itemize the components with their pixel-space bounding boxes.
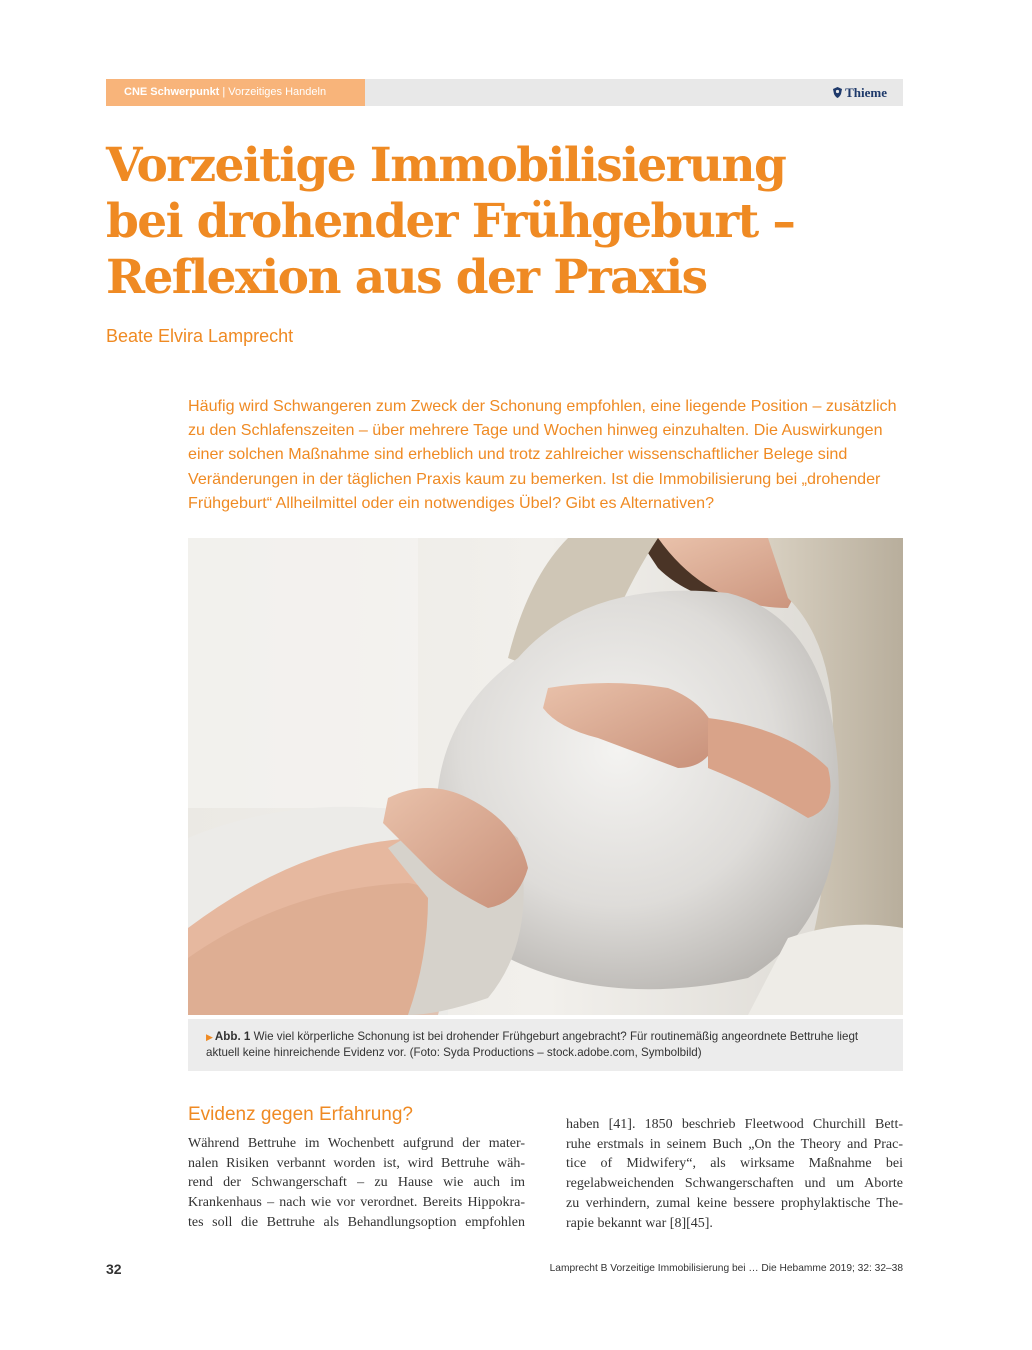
body-line: ruhe erstmals in seinem Buch „On the Theory and Prac- <box>566 1136 903 1152</box>
body-column-right <box>566 1115 903 1233</box>
topic-label: Vorzeitiges Handeln <box>228 86 327 98</box>
body-line: rapie bekannt war [8][45]. <box>566 1215 713 1231</box>
body-line: haben [41]. 1850 beschrieb Fleetwood Churchill Bett- <box>566 1117 903 1132</box>
publisher-logo <box>833 79 887 106</box>
lead-paragraph: Häufig wird Schwangeren zum Zweck der Schonung empfohlen, eine liegende Position – zusätzlich zu den Schlafenszeiten – über mehrere Tage und Wochen hinweg einzuhalten. Die Auswirkungen einer solchen Maßnahme sind erheblich und trotz zahlreicher wissenschaftlicher Belege sind Veränderungen in der täglichen Praxis kaum zu bemerken. Ist die Immobilisierung bei „drohender Frühgeburt“ Allheilmittel oder ein notwendiges Übel? Gibt es Alternativen? <box>188 397 897 512</box>
body-line: tice of Midwifery“, als wirksame Maßnahme bei <box>566 1156 903 1172</box>
body-line: Krankenhaus – nach wie vor verordnet. Bereits Hippokra- <box>188 1195 525 1211</box>
caption-text: Wie viel körperliche Schonung ist bei drohender Frühgeburt angebracht? Für routinemäßig angeordnete Bettruhe liegt aktuell keine hinreichende Evidenz vor. (Foto: Syda Productions – stock.adobe.com, Symbolbild) <box>206 1030 859 1059</box>
article-title <box>106 138 886 306</box>
thieme-emblem-icon <box>833 87 842 98</box>
section-separator: | <box>222 86 226 98</box>
section-tag <box>106 79 365 106</box>
title-line: Vorzeitige Immobilisierung <box>106 138 786 193</box>
section-heading: Evidenz gegen Erfahrung? <box>188 1104 413 1125</box>
author-name: Beate Elvira Lamprecht <box>106 326 294 346</box>
citation-footer: Lamprecht B Vorzeitige Immobilisierung bei … Die Hebamme 2019; 32: 32–38 <box>549 1263 903 1274</box>
caption-marker-icon: ▶ <box>206 1032 213 1042</box>
figure-photo <box>188 538 903 1015</box>
figure-label: Abb. 1 <box>214 1030 251 1043</box>
title-line: bei drohender Frühgeburt – <box>106 194 795 249</box>
figure-caption <box>188 1019 903 1071</box>
page-number: 32 <box>106 1261 122 1277</box>
section-label: CNE Schwerpunkt <box>124 86 220 98</box>
title-line: Reflexion aus der Praxis <box>106 250 707 305</box>
publisher-name: Thieme <box>845 85 887 100</box>
body-column-left <box>188 1134 525 1233</box>
running-header <box>106 79 903 106</box>
body-line: zu verhindern, zumal keine bessere prophylaktische The- <box>566 1195 903 1211</box>
body-line: Während Bettruhe im Wochenbett aufgrund der mater- <box>188 1136 525 1151</box>
body-line: tes soll die Bettruhe als Behandlungsoption empfohlen <box>188 1214 525 1230</box>
body-line: rend der Schwangerschaft – zu Hause wie auch im <box>188 1175 525 1191</box>
body-line: nalen Risiken verbannt worden ist, wird Bettruhe wäh- <box>188 1155 525 1171</box>
body-line: regelabweichenden Schwangerschaften und um Aborte <box>566 1176 903 1192</box>
